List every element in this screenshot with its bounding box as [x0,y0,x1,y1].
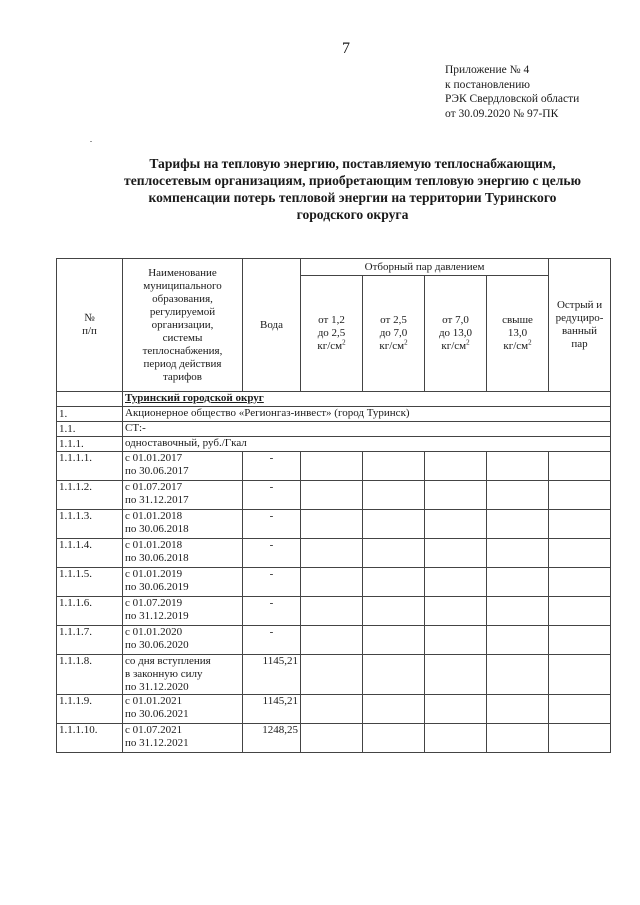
table-cell [363,597,425,626]
table-cell [363,568,425,597]
title-line: городского округа [296,207,409,222]
period-cell: с 01.07.2017 по 31.12.2017 [123,481,243,510]
table-cell [549,452,611,481]
period-cell: с 01.01.2019 по 30.06.2019 [123,568,243,597]
table-cell [549,695,611,724]
appendix-note [445,63,579,121]
table-cell [549,597,611,626]
header-pressure-3: от 7,0 до 13,0 $кг/см^2$ [425,276,487,392]
organization-row [57,407,611,422]
table-cell [301,626,363,655]
title-line: теплосетевым организациям, приобретающим тепловую энергию с целью [124,173,581,188]
table-cell [301,597,363,626]
table-cell [301,539,363,568]
header-pressure-2: от 2,5 до 7,0 $кг/см^2$ [363,276,425,392]
table-cell [363,695,425,724]
water-value: - [243,510,301,539]
row-number: 1.1.1.10. [57,724,123,753]
period-cell: с 01.01.2017 по 30.06.2017 [123,452,243,481]
table-row [57,655,611,695]
table-cell [549,481,611,510]
organization-name: Акционерное общество «Регионгаз-инвест» (город Туринск) [123,407,611,422]
appendix-line: от 30.09.2020 № 97-ПК [445,107,559,120]
water-value: 1145,21 [243,655,301,695]
period-cell: с 01.07.2019 по 31.12.2019 [123,597,243,626]
table-cell [425,452,487,481]
tariff-type-row [57,437,611,452]
table-cell [487,724,549,753]
table-cell [363,724,425,753]
header-pressure-4: свыше 13,0 $кг/см^2$ [487,276,549,392]
table-cell [301,724,363,753]
table-cell [425,695,487,724]
table-cell [549,724,611,753]
table-cell [549,539,611,568]
region-row [57,392,611,407]
document-title [90,155,615,223]
table-row [57,452,611,481]
row-number: 1.1.1.3. [57,510,123,539]
period-cell: со дня вступления в законную силу по 31.12.2020 [123,655,243,695]
table-cell [57,392,123,407]
row-number: 1.1.1.6. [57,597,123,626]
table-cell [301,695,363,724]
water-value: 1145,21 [243,695,301,724]
water-value: - [243,568,301,597]
water-value: - [243,597,301,626]
title-line: Тарифы на тепловую энергию, поставляемую теплоснабжающим, [149,156,556,171]
period-cell: с 01.01.2020 по 30.06.2020 [123,626,243,655]
table-cell [487,568,549,597]
table-cell [363,452,425,481]
table-row [57,568,611,597]
table-row [57,626,611,655]
row-number: 1.1.1.2. [57,481,123,510]
page-number: 7 [342,40,350,57]
table-cell [425,539,487,568]
table-cell [301,655,363,695]
table-cell [363,481,425,510]
water-value: - [243,626,301,655]
table-cell [425,568,487,597]
water-value: 1248,25 [243,724,301,753]
row-number: 1.1.1.4. [57,539,123,568]
table-row [57,539,611,568]
header-steam-group: Отборный пар давлением [301,259,549,276]
water-value: - [243,481,301,510]
table-cell [301,510,363,539]
table-cell [301,452,363,481]
row-number: 1. [57,407,123,422]
table-cell [363,539,425,568]
header-name: Наименование муниципального образования, регулируемой организации, системы теплоснабжения, период действия тарифов [123,259,243,392]
row-number: 1.1. [57,422,123,437]
table-cell [549,655,611,695]
table-cell [487,626,549,655]
table-cell [425,481,487,510]
table-cell [487,695,549,724]
row-number: 1.1.1.9. [57,695,123,724]
table-cell [487,481,549,510]
table-cell [549,626,611,655]
system-label: СТ:- [123,422,611,437]
appendix-line: к постановлению [445,78,530,91]
table-row [57,510,611,539]
table-row [57,695,611,724]
table-cell [363,626,425,655]
row-number: 1.1.1.8. [57,655,123,695]
table-cell [425,597,487,626]
region-name: Туринский городской округ [123,392,611,407]
scan-mark [90,141,92,142]
table-cell [487,510,549,539]
table-cell [487,597,549,626]
table-row [57,724,611,753]
header-sharp-steam: Острый и редуциро- ванный пар [549,259,611,392]
table-cell [487,655,549,695]
period-cell: с 01.01.2021 по 30.06.2021 [123,695,243,724]
table-cell [363,510,425,539]
table-cell [363,655,425,695]
title-line: компенсации потерь тепловой энергии на территории Туринского [148,190,557,205]
table-cell [487,539,549,568]
period-cell: с 01.01.2018 по 30.06.2018 [123,539,243,568]
table-row [57,597,611,626]
water-value: - [243,539,301,568]
table-cell [425,510,487,539]
row-number: 1.1.1.7. [57,626,123,655]
period-cell: с 01.01.2018 по 30.06.2018 [123,510,243,539]
table-cell [549,568,611,597]
table-cell [301,481,363,510]
table-cell [425,626,487,655]
table-row [57,481,611,510]
tariff-table [56,258,611,753]
appendix-line: Приложение № 4 [445,64,530,76]
header-pressure-1: от 1,2 до 2,5 $кг/см^2$ [301,276,363,392]
period-cell: с 01.07.2021 по 31.12.2021 [123,724,243,753]
appendix-line: РЭК Свердловской области [445,93,580,105]
water-value: - [243,452,301,481]
header-number: № п/п [57,259,123,392]
tariff-type-label: одноставочный, руб./Гкал [123,437,611,452]
table-cell [301,568,363,597]
table-cell [425,655,487,695]
table-cell [549,510,611,539]
row-number: 1.1.1.5. [57,568,123,597]
system-row [57,422,611,437]
row-number: 1.1.1.1. [57,452,123,481]
table-cell [487,452,549,481]
table-cell [425,724,487,753]
header-water: Вода [243,259,301,392]
row-number: 1.1.1. [57,437,123,452]
